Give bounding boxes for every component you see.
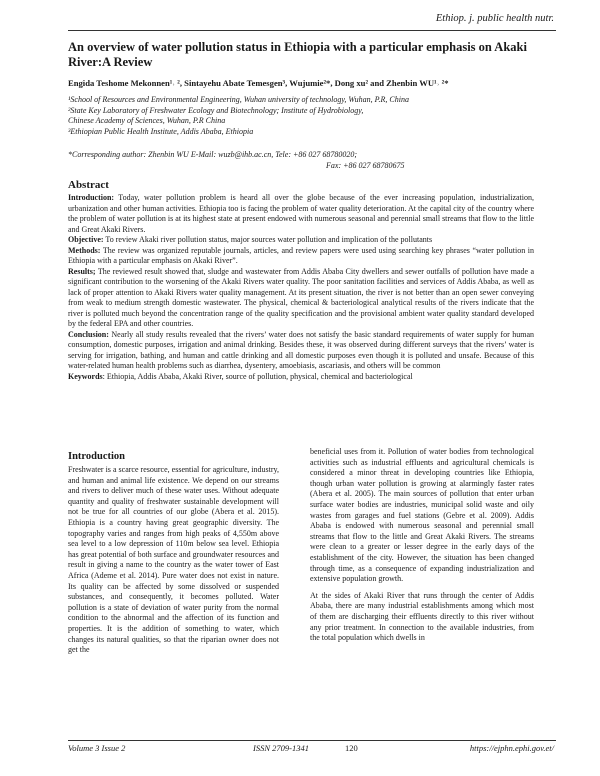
text-conclusion: Nearly all study results revealed that the rivers’ water does not satisfy the basic standard requirements of water supply for human consumption, domestic purposes, irrigation and animal drinking. Besides these, it was observed during different surveys that the rivers’ water is serving for irrigation, bathing, and human and cattle drinking and all domestic purposes even though it is polluted and unsafe. Because of this water-related human health problems such as diarrhea, dysentery, amoebiasis, ascariasis, and others will be common [68,329,534,370]
column-left [68,465,279,662]
affiliation-1: ¹School of Resources and Environmental Engineering, Wuhan university of technology, Wuhan, P.R, China [68,95,409,104]
corresponding-author [68,150,548,171]
corresponding-line-1: *Corresponding author: Zhenbin WU E-Mail: wuzb@ihb.ac.cn, Tele: +86 027 68780020; [68,150,358,159]
abstract-results [68,267,534,330]
abstract-objective [68,235,534,246]
author-list: Engida Teshome Mekonnen¹˒ ², Sintayehu Abate Temesgen³, Wujumie²*, Dong xu² and Zhenbin WU¹˒ ²* [68,78,449,88]
label-objective: Objective: [68,235,104,244]
affiliations [68,95,548,137]
affiliation-2: ²State Key Laboratory of Freshwater Ecology and Biotechnology; Institute of Hydrobiology, [68,105,364,115]
abstract-heading: Abstract [68,179,109,191]
page-number: 120 [345,743,358,753]
intro-paragraph-1: Freshwater is a scarce resource, essential for agriculture, industry, and human and animal life existence. We depend on our streams and rivers to deliver much of these water uses. Without adequate quantity and quality of freshwater sustainable development will not be true for all countries of our globe (Abera et al. 2015). Ethiopia is a country having great geographic diversity. The topography varies and ranges from high peaks of 4,550m above sea level to a low depression of 110m below sea level. Ethiopia has great potential of both surface and groundwater resources and result in giving a name to the country as the water tower of East Africa (Ademe et al. 2014). Pure water does not exist in nature. Its quality can be affected by some dissolved or suspended substances, and consequently, it becomes polluted. Water pollution is a state of deviation of water purity from the normal condition to the abnormal and the affection of its function and properties. It is the addition of something to water, which changes its natural qualities, so that the riparian owner does not get the [68,465,279,655]
column-right [310,447,534,650]
label-introduction: Introduction: [68,193,115,202]
abstract-keywords [68,372,534,383]
text-introduction: Today, water pollution problem is heard all over the globe because of the ever increasing population, industrialization, urbanization and other human activities. Ethiopia too is facing the problem of water quality deterioration. At the capital city of the country where the problem of water pollution is at its highest state at present endowed with numerous seasonal and perennial small streams that flow to the little and Great Akaki Rivers. [68,193,534,234]
footer-rule [68,740,556,741]
abstract-introduction [68,193,534,235]
header-rule [68,30,556,31]
paper-title: An overview of water pollution status in Ethiopia with a particular emphasis on Akaki River:A Review [68,40,527,69]
intro-paragraph-3: At the sides of Akaki River that runs through the center of Addis Ababa, there are many industrial establishments among which most of them are discharging their effluents directly to this river without any prior treatment. In connection to the available industries, from the total population which dwells in [310,590,534,643]
label-results: Results; [68,266,96,276]
text-objective: To review Akaki river pollution status, major sources water pollution and implication of the pollutants [103,235,433,244]
text-methods: The review was organized reputable journals, articles, and review papers were used using searching key phrases “water pollution in Ethiopia with a particular emphasis on Akaki River”. [68,245,534,265]
abstract-body [68,193,534,382]
introduction-heading: Introduction [68,451,125,462]
corresponding-fax: Fax: +86 027 68780675 [326,160,405,170]
journal-header: Ethiop. j. public health nutr. [435,13,554,24]
label-conclusion: Conclusion: [68,329,109,339]
abstract-methods [68,246,534,267]
footer-issn: ISSN 2709-1341 [253,743,309,753]
text-results: The reviewed result showed that, sludge and wastewater from Addis Ababa City dwellers and sewer outfalls of pollution have made a significant contribution to the worsening of the Akaki Rivers water quality. The poor sanitation facilities and services of Addis Ababa, as well as lack of proper attention to Akaki Rivers water quality management. At its present situation, the river is not better than an open sewer conveying from weak to medium strength domestic wastewater. The physical, chemical & bacteriological analytical results of the rivers indicate that the river is polluted much beyond the concentration range of the quality specification and the provisional ambient water quality standard developed by the federal EPA and other countries. [68,266,534,328]
label-keywords: Keywords [68,371,103,381]
footer-url[interactable]: https://ejphn.ephi.gov.et/ [469,743,554,753]
affiliation-3: ³Ethiopian Public Health Institute, Addis Ababa, Ethiopia [68,126,254,136]
text-keywords: : Ethiopia, Addis Ababa, Akaki River, source of pollution, physical, chemical and bacteriological [102,371,413,381]
footer-volume: Volume 3 Issue 2 [68,743,126,753]
affiliation-2-cont: Chinese Academy of Sciences, Wuhan, P.R China [68,116,226,126]
intro-paragraph-2: beneficial uses from it. Pollution of water bodies from technological activities such as industrial effluents and agricultural chemicals is considered a minor threat in developing countries like Ethiopia, though urban water pollution is growing at alarmingly faster rates (Abera et al. 2005). The main sources of pollution that enter urban surface water bodies are industries, municipal solid waste and oily wastes from garages and fuel stations (Gebre et al. 2009). Addis Ababa is endowed with numerous seasonal and perennial small streams that flow to the little and Great Akaki Rivers. The streams were clean to a greater or lesser degree in the early days of the establishment of the city. However, the situation has been changed through time, as a consequence of expanding industrialization and extensive population growth. [310,447,534,584]
abstract-conclusion [68,330,534,372]
label-methods: Methods: [68,245,101,255]
